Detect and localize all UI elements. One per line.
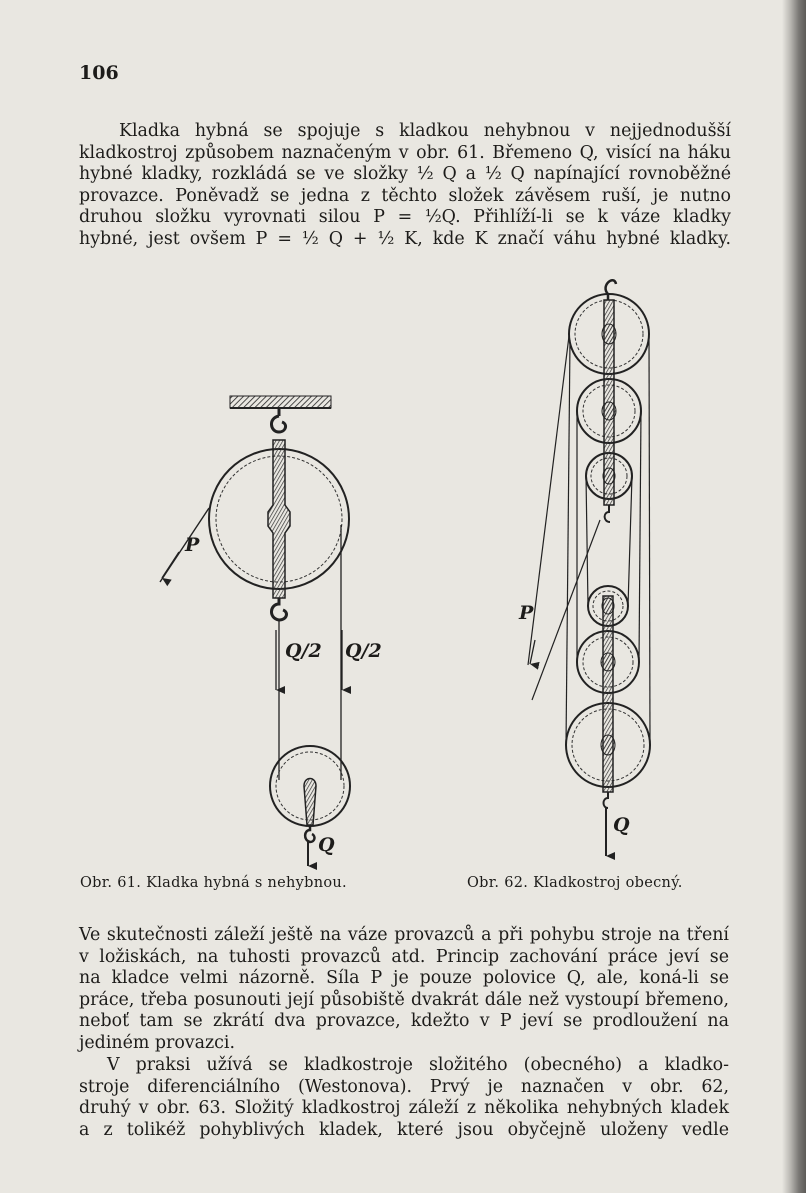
intro-line: hybné kladky, rozkládá se ve složky ½ Q a ½ Q napínající rovnoběžné: [79, 164, 731, 184]
figure61-caption: Obr. 61. Kladka hybná s nehybnou.: [80, 875, 347, 891]
page-number: 106: [79, 62, 119, 84]
figure-61: [160, 396, 350, 866]
body-paragraph-1: [79, 925, 729, 1054]
top-hook: [271, 408, 285, 432]
top-hook: [606, 280, 616, 300]
pulley-strap: [268, 440, 290, 598]
body-line: práce, třeba posunouti její působiště dvakrát dále než vystoupí břemeno,: [79, 989, 729, 1010]
left-rope-label: Q/2: [285, 640, 322, 662]
body-line: V praksi užívá se kladkostroje složitého (obecného) a kladko-: [107, 1055, 729, 1075]
intro-line: provazce. Poněvadž se jedna z těchto složek závěsem ruší, je nutno: [79, 185, 731, 206]
load-label-fig61: Q: [318, 834, 335, 856]
intro-line: druhou složku vyrovnati silou P = ½Q. Přihlíží-li se k váze kladky: [79, 207, 731, 227]
intro-line: Kladka hybná se spojuje s kladkou nehybnou v nejjednodušší: [119, 121, 731, 141]
intro-line: kladkostroj způsobem naznačeným v obr. 61. Břemeno Q, visící na háku: [79, 142, 731, 163]
lower-hook: [271, 598, 286, 620]
force-label-fig62: P: [519, 602, 534, 624]
body-line: v ložiskách, na tuhosti provazců atd. Princip zachování práce jeví se: [79, 946, 729, 967]
body-line: a z tolikéž pohyblivých kladek, které jsou obyčejně uloženy vedle: [79, 1119, 729, 1140]
figure-62: [528, 280, 650, 856]
force-arrow: [162, 552, 179, 578]
force-label-fig61: P: [185, 534, 200, 556]
body-line: stroje diferenciálního (Westonova). Prvý je naznačen v obr. 62,: [79, 1076, 729, 1097]
lower-block-strap: [603, 596, 613, 792]
body-line: neboť tam se zkrátí dva provazce, kdežto v P jeví se prodloužení na: [79, 1011, 729, 1031]
load-hook: [305, 825, 314, 842]
body-line: druhý v obr. 63. Složitý kladkostroj záleží z několika nehybných kladek: [79, 1098, 729, 1118]
body-line: na kladce velmi názorně. Síla P je pouze polovice Q, ale, koná-li se: [79, 968, 729, 988]
right-rope-label: Q/2: [345, 640, 382, 662]
body-paragraph-2: [79, 1055, 729, 1141]
body-line: jediném provazci.: [79, 1032, 235, 1053]
load-label-fig62: Q: [613, 814, 630, 836]
rope-system: [528, 336, 650, 745]
ceiling-hatch: [230, 396, 331, 408]
movable-pulley-strap: [304, 779, 316, 826]
figure62-caption: Obr. 62. Kladkostroj obecný.: [467, 875, 683, 891]
intro-line: hybné, jest ovšem P = ½ Q + ½ K, kde K značí váhu hybné kladky.: [79, 228, 731, 249]
body-line: Ve skutečnosti záleží ještě na váze provazců a při pohybu stroje na tření: [79, 925, 729, 945]
